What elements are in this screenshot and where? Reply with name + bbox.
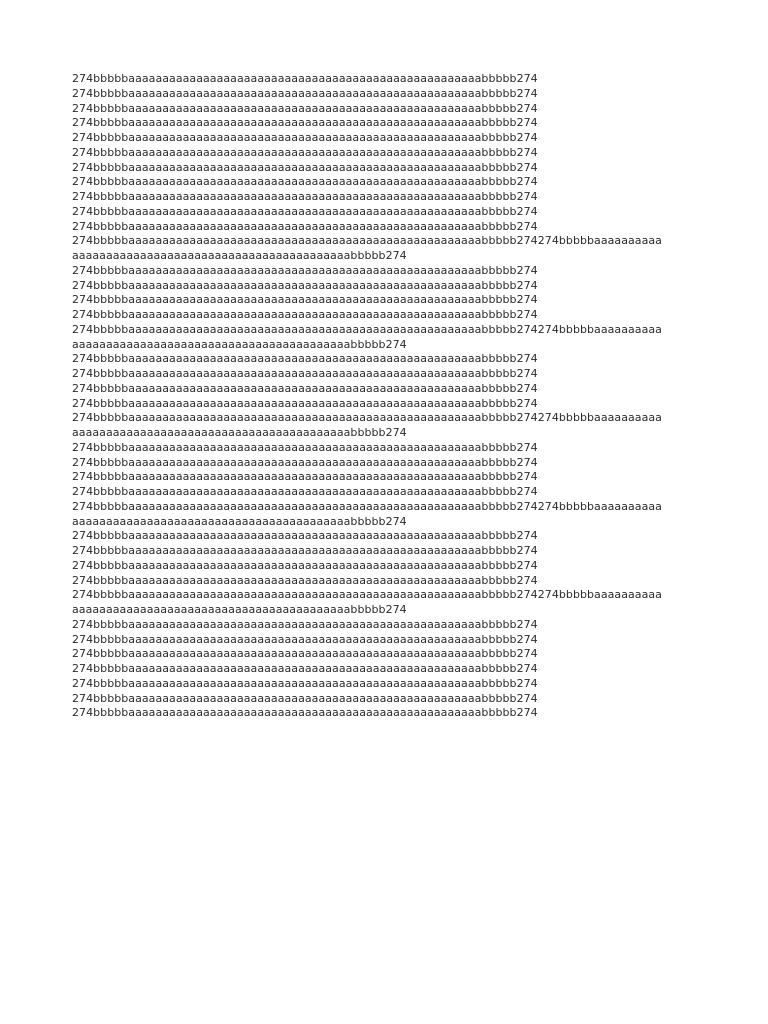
text-line: aaaaaaaaaaaaaaaaaaaaaaaaaaaaaaaaaaaaaaaaabbbbb274 bbox=[72, 514, 407, 528]
document-page bbox=[72, 72, 712, 721]
text-line: 274bbbbbaaaaaaaaaaaaaaaaaaaaaaaaaaaaaaaaaaaaaaaaaaaaaaaaaaaabbbbb274 bbox=[72, 131, 538, 144]
text-line: aaaaaaaaaaaaaaaaaaaaaaaaaaaaaaaaaaaaaaaaabbbbb274 bbox=[72, 603, 407, 616]
text-line: 274bbbbbaaaaaaaaaaaaaaaaaaaaaaaaaaaaaaaaaaaaaaaaaaaaaaaaaaaabbbbb274274bbbbbaaaaaaaaaa bbox=[72, 499, 662, 513]
text-line: 274bbbbbaaaaaaaaaaaaaaaaaaaaaaaaaaaaaaaaaaaaaaaaaaaaaaaaaaaabbbbb274 bbox=[72, 573, 538, 587]
text-line: 274bbbbbaaaaaaaaaaaaaaaaaaaaaaaaaaaaaaaaaaaaaaaaaaaaaaaaaaaabbbbb274 bbox=[72, 440, 538, 454]
text-line: aaaaaaaaaaaaaaaaaaaaaaaaaaaaaaaaaaaaaaaaabbbbb274 bbox=[72, 426, 407, 439]
text-line: 274bbbbbaaaaaaaaaaaaaaaaaaaaaaaaaaaaaaaaaaaaaaaaaaaaaaaaaaaabbbbb274 bbox=[72, 544, 538, 557]
text-line: 274bbbbbaaaaaaaaaaaaaaaaaaaaaaaaaaaaaaaaaaaaaaaaaaaaaaaaaaaabbbbb274 bbox=[72, 352, 538, 366]
text-line: 274bbbbbaaaaaaaaaaaaaaaaaaaaaaaaaaaaaaaaaaaaaaaaaaaaaaaaaaaabbbbb274 bbox=[72, 706, 538, 720]
text-line: 274bbbbbaaaaaaaaaaaaaaaaaaaaaaaaaaaaaaaaaaaaaaaaaaaaaaaaaaaabbbbb274 bbox=[72, 676, 538, 690]
text-line: 274bbbbbaaaaaaaaaaaaaaaaaaaaaaaaaaaaaaaaaaaaaaaaaaaaaaaaaaaabbbbb274 bbox=[72, 308, 538, 321]
text-line: 274bbbbbaaaaaaaaaaaaaaaaaaaaaaaaaaaaaaaaaaaaaaaaaaaaaaaaaaaabbbbb274 bbox=[72, 293, 538, 307]
text-line: 274bbbbbaaaaaaaaaaaaaaaaaaaaaaaaaaaaaaaaaaaaaaaaaaaaaaaaaaaabbbbb274 bbox=[72, 145, 538, 159]
text-line: 274bbbbbaaaaaaaaaaaaaaaaaaaaaaaaaaaaaaaaaaaaaaaaaaaaaaaaaaaabbbbb274 bbox=[72, 529, 538, 543]
text-line: 274bbbbbaaaaaaaaaaaaaaaaaaaaaaaaaaaaaaaaaaaaaaaaaaaaaaaaaaaabbbbb274 bbox=[72, 662, 538, 675]
text-line: 274bbbbbaaaaaaaaaaaaaaaaaaaaaaaaaaaaaaaaaaaaaaaaaaaaaaaaaaaabbbbb274 bbox=[72, 263, 538, 277]
text-line: 274bbbbbaaaaaaaaaaaaaaaaaaaaaaaaaaaaaaaaaaaaaaaaaaaaaaaaaaaabbbbb274 bbox=[72, 381, 538, 395]
text-line: 274bbbbbaaaaaaaaaaaaaaaaaaaaaaaaaaaaaaaaaaaaaaaaaaaaaaaaaaaabbbbb274 bbox=[72, 175, 538, 189]
text-line: 274bbbbbaaaaaaaaaaaaaaaaaaaaaaaaaaaaaaaaaaaaaaaaaaaaaaaaaaaabbbbb274 bbox=[72, 455, 538, 469]
text-line: 274bbbbbaaaaaaaaaaaaaaaaaaaaaaaaaaaaaaaaaaaaaaaaaaaaaaaaaaaabbbbb274 bbox=[72, 632, 538, 646]
text-line: 274bbbbbaaaaaaaaaaaaaaaaaaaaaaaaaaaaaaaaaaaaaaaaaaaaaaaaaaaabbbbb274 bbox=[72, 160, 538, 174]
text-line: 274bbbbbaaaaaaaaaaaaaaaaaaaaaaaaaaaaaaaaaaaaaaaaaaaaaaaaaaaabbbbb274 bbox=[72, 278, 538, 292]
text-line: 274bbbbbaaaaaaaaaaaaaaaaaaaaaaaaaaaaaaaaaaaaaaaaaaaaaaaaaaaabbbbb274 bbox=[72, 470, 538, 484]
text-line: 274bbbbbaaaaaaaaaaaaaaaaaaaaaaaaaaaaaaaaaaaaaaaaaaaaaaaaaaaabbbbb274 bbox=[72, 190, 538, 203]
text-line: aaaaaaaaaaaaaaaaaaaaaaaaaaaaaaaaaaaaaaaaabbbbb274 bbox=[72, 337, 407, 351]
text-line: 274bbbbbaaaaaaaaaaaaaaaaaaaaaaaaaaaaaaaaaaaaaaaaaaaaaaaaaaaabbbbb274 bbox=[72, 647, 538, 661]
text-line: 274bbbbbaaaaaaaaaaaaaaaaaaaaaaaaaaaaaaaaaaaaaaaaaaaaaaaaaaaabbbbb274 bbox=[72, 116, 538, 130]
text-line: 274bbbbbaaaaaaaaaaaaaaaaaaaaaaaaaaaaaaaaaaaaaaaaaaaaaaaaaaaabbbbb274274bbbbbaaaaaaaaaa bbox=[72, 411, 662, 425]
text-line: 274bbbbbaaaaaaaaaaaaaaaaaaaaaaaaaaaaaaaaaaaaaaaaaaaaaaaaaaaabbbbb274 bbox=[72, 101, 538, 115]
text-line: 274bbbbbaaaaaaaaaaaaaaaaaaaaaaaaaaaaaaaaaaaaaaaaaaaaaaaaaaaabbbbb274 bbox=[72, 367, 538, 380]
text-line: 274bbbbbaaaaaaaaaaaaaaaaaaaaaaaaaaaaaaaaaaaaaaaaaaaaaaaaaaaabbbbb274 bbox=[72, 72, 538, 85]
text-line: 274bbbbbaaaaaaaaaaaaaaaaaaaaaaaaaaaaaaaaaaaaaaaaaaaaaaaaaaaabbbbb274 bbox=[72, 485, 538, 498]
text-line: 274bbbbbaaaaaaaaaaaaaaaaaaaaaaaaaaaaaaaaaaaaaaaaaaaaaaaaaaaabbbbb274274bbbbbaaaaaaaaaa bbox=[72, 322, 662, 336]
text-line: 274bbbbbaaaaaaaaaaaaaaaaaaaaaaaaaaaaaaaaaaaaaaaaaaaaaaaaaaaabbbbb274274bbbbbaaaaaaaaaa bbox=[72, 234, 662, 248]
text-line: 274bbbbbaaaaaaaaaaaaaaaaaaaaaaaaaaaaaaaaaaaaaaaaaaaaaaaaaaaabbbbb274 bbox=[72, 219, 538, 233]
text-line: aaaaaaaaaaaaaaaaaaaaaaaaaaaaaaaaaaaaaaaaabbbbb274 bbox=[72, 249, 407, 262]
text-line: 274bbbbbaaaaaaaaaaaaaaaaaaaaaaaaaaaaaaaaaaaaaaaaaaaaaaaaaaaabbbbb274 bbox=[72, 86, 538, 100]
text-line: 274bbbbbaaaaaaaaaaaaaaaaaaaaaaaaaaaaaaaaaaaaaaaaaaaaaaaaaaaabbbbb274 bbox=[72, 691, 538, 705]
text-line: 274bbbbbaaaaaaaaaaaaaaaaaaaaaaaaaaaaaaaaaaaaaaaaaaaaaaaaaaaabbbbb274 bbox=[72, 617, 538, 631]
text-line: 274bbbbbaaaaaaaaaaaaaaaaaaaaaaaaaaaaaaaaaaaaaaaaaaaaaaaaaaaabbbbb274 bbox=[72, 204, 538, 218]
text-line: 274bbbbbaaaaaaaaaaaaaaaaaaaaaaaaaaaaaaaaaaaaaaaaaaaaaaaaaaaabbbbb274274bbbbbaaaaaaaaaa bbox=[72, 588, 662, 602]
text-line: 274bbbbbaaaaaaaaaaaaaaaaaaaaaaaaaaaaaaaaaaaaaaaaaaaaaaaaaaaabbbbb274 bbox=[72, 558, 538, 572]
text-line: 274bbbbbaaaaaaaaaaaaaaaaaaaaaaaaaaaaaaaaaaaaaaaaaaaaaaaaaaaabbbbb274 bbox=[72, 396, 538, 410]
